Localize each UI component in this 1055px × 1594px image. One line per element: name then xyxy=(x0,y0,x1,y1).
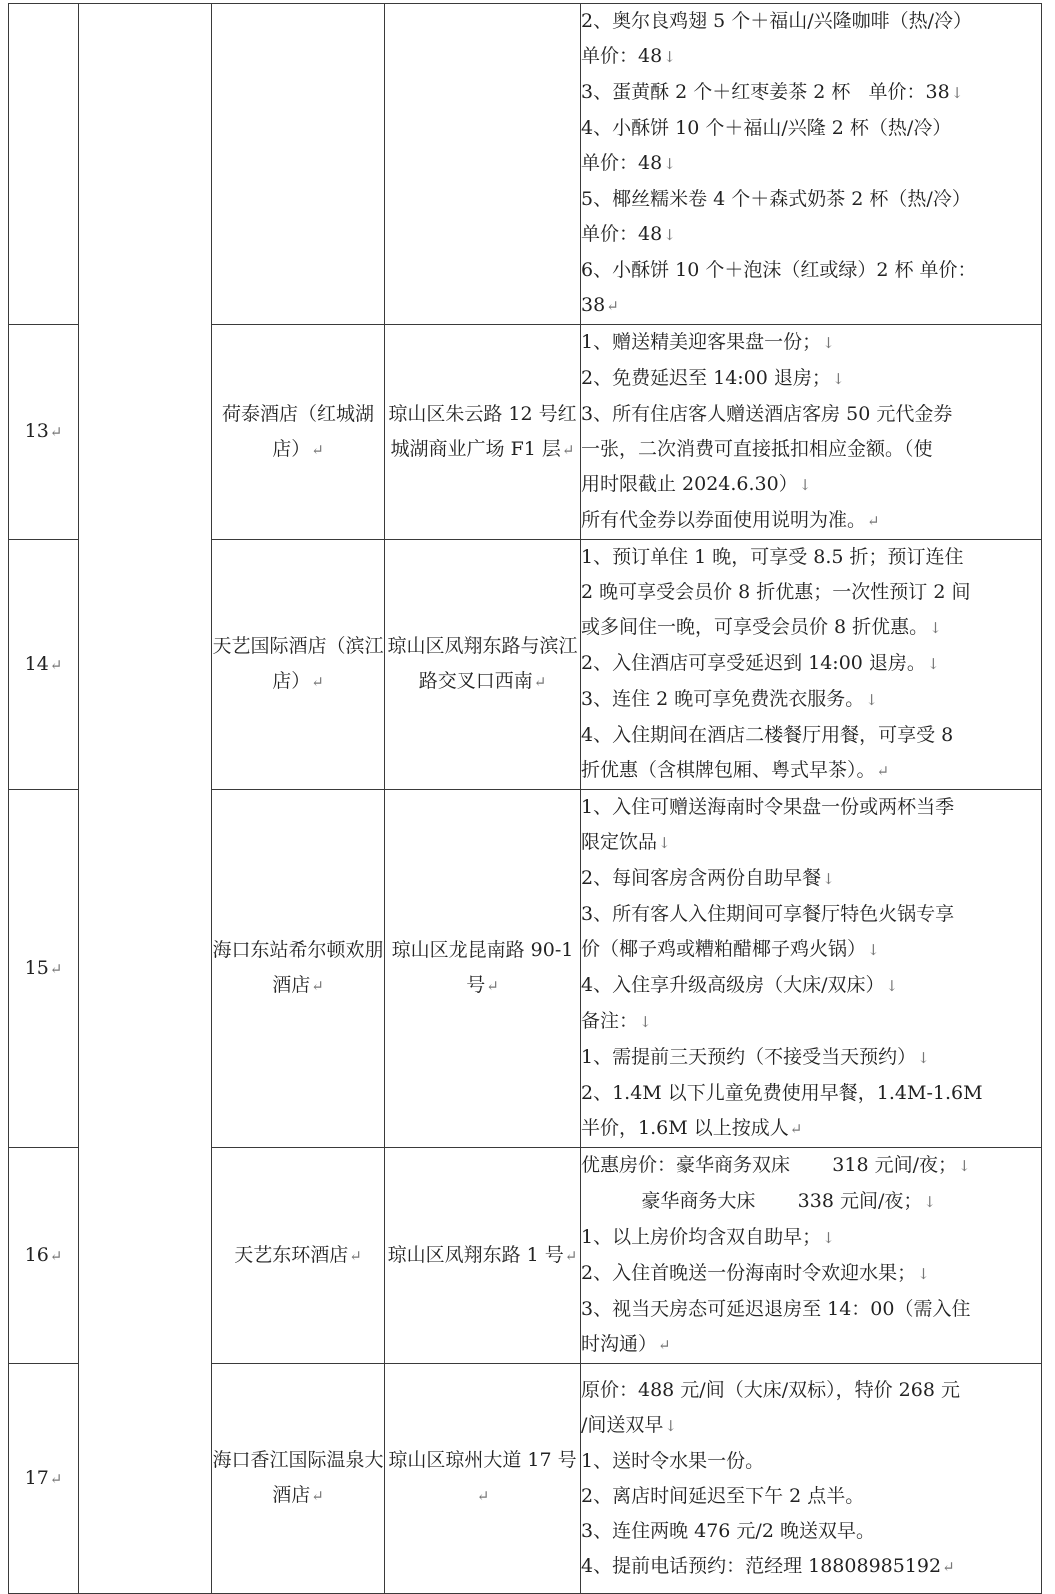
offer-line xyxy=(581,1220,1041,1256)
offer-line xyxy=(581,1111,1041,1147)
offer-line-text: 2、入住酒店可享受延迟到 14:00 退房。 xyxy=(581,652,926,674)
offer-line xyxy=(581,397,1041,432)
offer-line xyxy=(581,790,1041,825)
offer-line-text: 时沟通） xyxy=(581,1333,658,1355)
offer-details-cell xyxy=(581,540,1042,790)
paragraph-mark: ↓ xyxy=(926,655,940,673)
paragraph-mark: ↓ xyxy=(929,619,942,637)
paragraph-mark: ↓ xyxy=(798,476,812,494)
offer-line xyxy=(581,253,1041,288)
address-cell: 琼山区琼州大道 17 号↵ xyxy=(385,1364,581,1594)
paragraph-mark: ↓ xyxy=(885,977,899,995)
offer-line xyxy=(581,1479,1041,1514)
row-number-cell: 13↵ xyxy=(9,325,79,540)
offer-line-text: 2、入住首晚送一份海南时令欢迎水果； xyxy=(581,1262,917,1284)
offer-line xyxy=(581,432,1041,467)
offer-line xyxy=(581,361,1041,397)
paragraph-mark: ↵ xyxy=(606,297,619,315)
offer-line-text: 单价：48 xyxy=(581,45,663,67)
offer-line-text: 或多间住一晚，可享受会员价 8 折优惠。 xyxy=(581,616,929,638)
offer-line-text: 1、入住可赠送海南时令果盘一份或两杯当季 xyxy=(581,796,955,818)
offer-line-text: 2、免费延迟至 14:00 退房； xyxy=(581,367,831,389)
paragraph-mark: ↓ xyxy=(663,226,676,244)
address-cell: 琼山区朱云路 12 号红城湖商业广场 F1 层↵ xyxy=(385,325,581,540)
offer-line-text: 价（椰子鸡或糟粕醋椰子鸡火锅） xyxy=(581,938,867,960)
paragraph-mark: ↓ xyxy=(663,48,676,66)
offer-line xyxy=(581,861,1041,897)
paragraph-mark: ↵ xyxy=(876,762,890,780)
offer-line-text: 单价：48 xyxy=(581,223,663,245)
offer-line-text: 用时限截止 2024.6.30） xyxy=(581,473,798,495)
offer-line xyxy=(581,111,1041,146)
offer-line-text: 限定饮品 xyxy=(581,831,658,853)
hotel-offers-table xyxy=(8,3,1042,1594)
offer-line-text: 5、椰丝糯米卷 4 个＋森式奶茶 2 杯（热/冷） xyxy=(581,188,971,210)
offer-line-text: 3、视当天房态可延迟退房至 14：00（需入住 xyxy=(581,1298,971,1320)
paragraph-mark: ↓ xyxy=(917,1049,930,1067)
paragraph-mark: ↵ xyxy=(658,1336,671,1354)
row-number-cell xyxy=(9,4,79,325)
offer-line xyxy=(581,575,1041,610)
offer-line-text: 单价：48 xyxy=(581,152,663,174)
address-cell: 琼山区龙昆南路 90-1 号↵ xyxy=(385,790,581,1148)
offer-line-text: 3、连住两晚 476 元/2 晚送双早。 xyxy=(581,1519,875,1542)
row-number-cell: 15↵ xyxy=(9,790,79,1148)
offer-line xyxy=(581,1256,1041,1292)
offer-details-cell xyxy=(581,325,1042,540)
paragraph-mark: ↓ xyxy=(658,834,671,852)
paragraph-mark: ↓ xyxy=(950,84,964,102)
offer-line xyxy=(581,146,1041,182)
offer-line-text: 2、1.4M 以下儿童免费使用早餐，1.4M-1.6M xyxy=(581,1082,983,1104)
offer-line xyxy=(581,1040,1041,1076)
offer-line xyxy=(581,1408,1041,1444)
paragraph-mark: ↓ xyxy=(663,155,676,173)
paragraph-mark: ↓ xyxy=(957,1157,971,1175)
offer-line-text: 1、送时令水果一份。 xyxy=(581,1449,765,1472)
offer-line-text: 2 晚可享受会员价 8 折优惠；一次性预订 2 间 xyxy=(581,581,971,603)
offer-line xyxy=(581,1373,1041,1408)
offer-line xyxy=(581,1292,1041,1327)
paragraph-mark: ↓ xyxy=(664,1416,677,1435)
offer-line-text: 1、需提前三天预约（不接受当天预约） xyxy=(581,1046,917,1068)
hotel-name-cell xyxy=(212,4,385,325)
offer-line-text: 2、离店时间延迟至下午 2 点半。 xyxy=(581,1484,865,1507)
offer-line xyxy=(581,1004,1041,1040)
paragraph-mark: ↓ xyxy=(822,334,835,352)
offer-line-text: 所有代金券以券面使用说明为准。 xyxy=(581,509,867,531)
offer-line-text: 38 xyxy=(581,294,606,316)
paragraph-mark: ↵ xyxy=(942,1557,955,1576)
hotel-name-cell: 海口东站希尔顿欢朋酒店↵ xyxy=(212,790,385,1148)
paragraph-mark: ↵ xyxy=(789,1120,803,1138)
paragraph-mark: ↓ xyxy=(831,370,845,388)
offer-line-text: 原价：488 元/间（大床/双标），特价 268 元 xyxy=(581,1378,960,1401)
offer-line xyxy=(581,182,1041,217)
row-number-cell: 17↵ xyxy=(9,1364,79,1594)
offer-line-text: 3、连住 2 晚可享免费洗衣服务。 xyxy=(581,688,865,710)
hotel-name-cell: 海口香江国际温泉大酒店↵ xyxy=(212,1364,385,1594)
offer-details-cell xyxy=(581,1364,1042,1594)
offer-line xyxy=(581,503,1041,539)
address-cell: 琼山区凤翔东路与滨江路交叉口西南↵ xyxy=(385,540,581,790)
address-cell xyxy=(385,4,581,325)
offer-line xyxy=(581,467,1041,503)
row-number-cell: 16↵ xyxy=(9,1148,79,1364)
paragraph-mark: ↓ xyxy=(822,870,835,888)
offer-line-text: 1、赠送精美迎客果盘一份； xyxy=(581,331,822,353)
paragraph-mark: ↓ xyxy=(923,1193,936,1211)
offer-line xyxy=(581,1148,1041,1184)
paragraph-mark: ↓ xyxy=(639,1013,652,1031)
paragraph-mark: ↓ xyxy=(865,691,878,709)
offer-line-text: 备注： xyxy=(581,1010,639,1032)
offer-line-text: 3、蛋黄酥 2 个＋红枣姜茶 2 杯 单价：38 xyxy=(581,81,950,103)
offer-line-text: 3、所有住店客人赠送酒店客房 50 元代金券 xyxy=(581,403,953,425)
offer-details-cell xyxy=(581,1148,1042,1364)
offer-line-text: 1、预订单住 1 晚，可享受 8.5 折；预订连住 xyxy=(581,546,964,568)
offer-line-text: 1、以上房价均含双自助早； xyxy=(581,1226,822,1248)
offer-line xyxy=(581,217,1041,253)
offer-line-text: 优惠房价：豪华商务双床 318 元间/夜； xyxy=(581,1154,957,1176)
hotel-name-cell: 天艺东环酒店↵ xyxy=(212,1148,385,1364)
offer-line xyxy=(581,610,1041,646)
offer-line xyxy=(581,1514,1041,1549)
offer-line-text: /间送双早 xyxy=(581,1413,664,1436)
offer-line xyxy=(581,897,1041,932)
row-number-cell: 14↵ xyxy=(9,540,79,790)
offer-line xyxy=(581,325,1041,361)
offer-details-cell xyxy=(581,790,1042,1148)
paragraph-mark: ↵ xyxy=(867,512,880,530)
offer-line-text: 6、小酥饼 10 个＋泡沫（红或绿）2 杯 单价： xyxy=(581,259,977,281)
table-row xyxy=(9,4,1042,325)
offer-line xyxy=(581,682,1041,718)
offer-line-text: 3、所有客人入住期间可享餐厅特色火锅专享 xyxy=(581,903,955,925)
offer-details-cell xyxy=(581,4,1042,325)
offer-line xyxy=(581,540,1041,575)
offer-line xyxy=(581,288,1041,324)
offer-line xyxy=(581,1444,1041,1479)
offer-line-text: 4、小酥饼 10 个＋福山/兴隆 2 杯（热/冷） xyxy=(581,117,952,139)
offer-line-text: 4、入住享升级高级房（大床/双床） xyxy=(581,974,885,996)
offer-line-text: 折优惠（含棋牌包厢、粤式早茶）。 xyxy=(581,759,876,781)
hotel-name-cell: 荷泰酒店（红城湖店）↵ xyxy=(212,325,385,540)
offer-line xyxy=(581,718,1041,753)
offer-line xyxy=(581,753,1041,789)
offer-line xyxy=(581,1184,1041,1220)
offer-line-text: 2、每间客房含两份自助早餐 xyxy=(581,867,822,889)
offer-line xyxy=(581,75,1041,111)
paragraph-mark: ↓ xyxy=(867,941,880,959)
offer-line-text: 豪华商务大床 338 元间/夜； xyxy=(581,1190,923,1212)
offer-line xyxy=(581,1327,1041,1363)
hotel-name-cell: 天艺国际酒店（滨江店）↵ xyxy=(212,540,385,790)
paragraph-mark: ↓ xyxy=(917,1265,930,1283)
paragraph-mark: ↓ xyxy=(822,1229,835,1247)
offer-line xyxy=(581,646,1041,682)
offer-line xyxy=(581,932,1041,968)
address-cell: 琼山区凤翔东路 1 号↵ xyxy=(385,1148,581,1364)
offer-line xyxy=(581,4,1041,39)
offer-line-text: 2、奥尔良鸡翅 5 个＋福山/兴隆咖啡（热/冷） xyxy=(581,10,973,32)
offer-line xyxy=(581,825,1041,861)
merged-category-cell xyxy=(79,4,212,1594)
offer-line-text: 4、入住期间在酒店二楼餐厅用餐，可享受 8 xyxy=(581,724,954,746)
offer-line xyxy=(581,1076,1041,1111)
offer-line xyxy=(581,1549,1041,1585)
offer-line-text: 一张，二次消费可直接抵扣相应金额。（使 xyxy=(581,438,933,460)
offer-line xyxy=(581,968,1041,1004)
offer-line-text: 4、提前电话预约：范经理 18808985192 xyxy=(581,1554,942,1577)
offer-line-text: 半价，1.6M 以上按成人 xyxy=(581,1117,789,1139)
offer-line xyxy=(581,39,1041,75)
